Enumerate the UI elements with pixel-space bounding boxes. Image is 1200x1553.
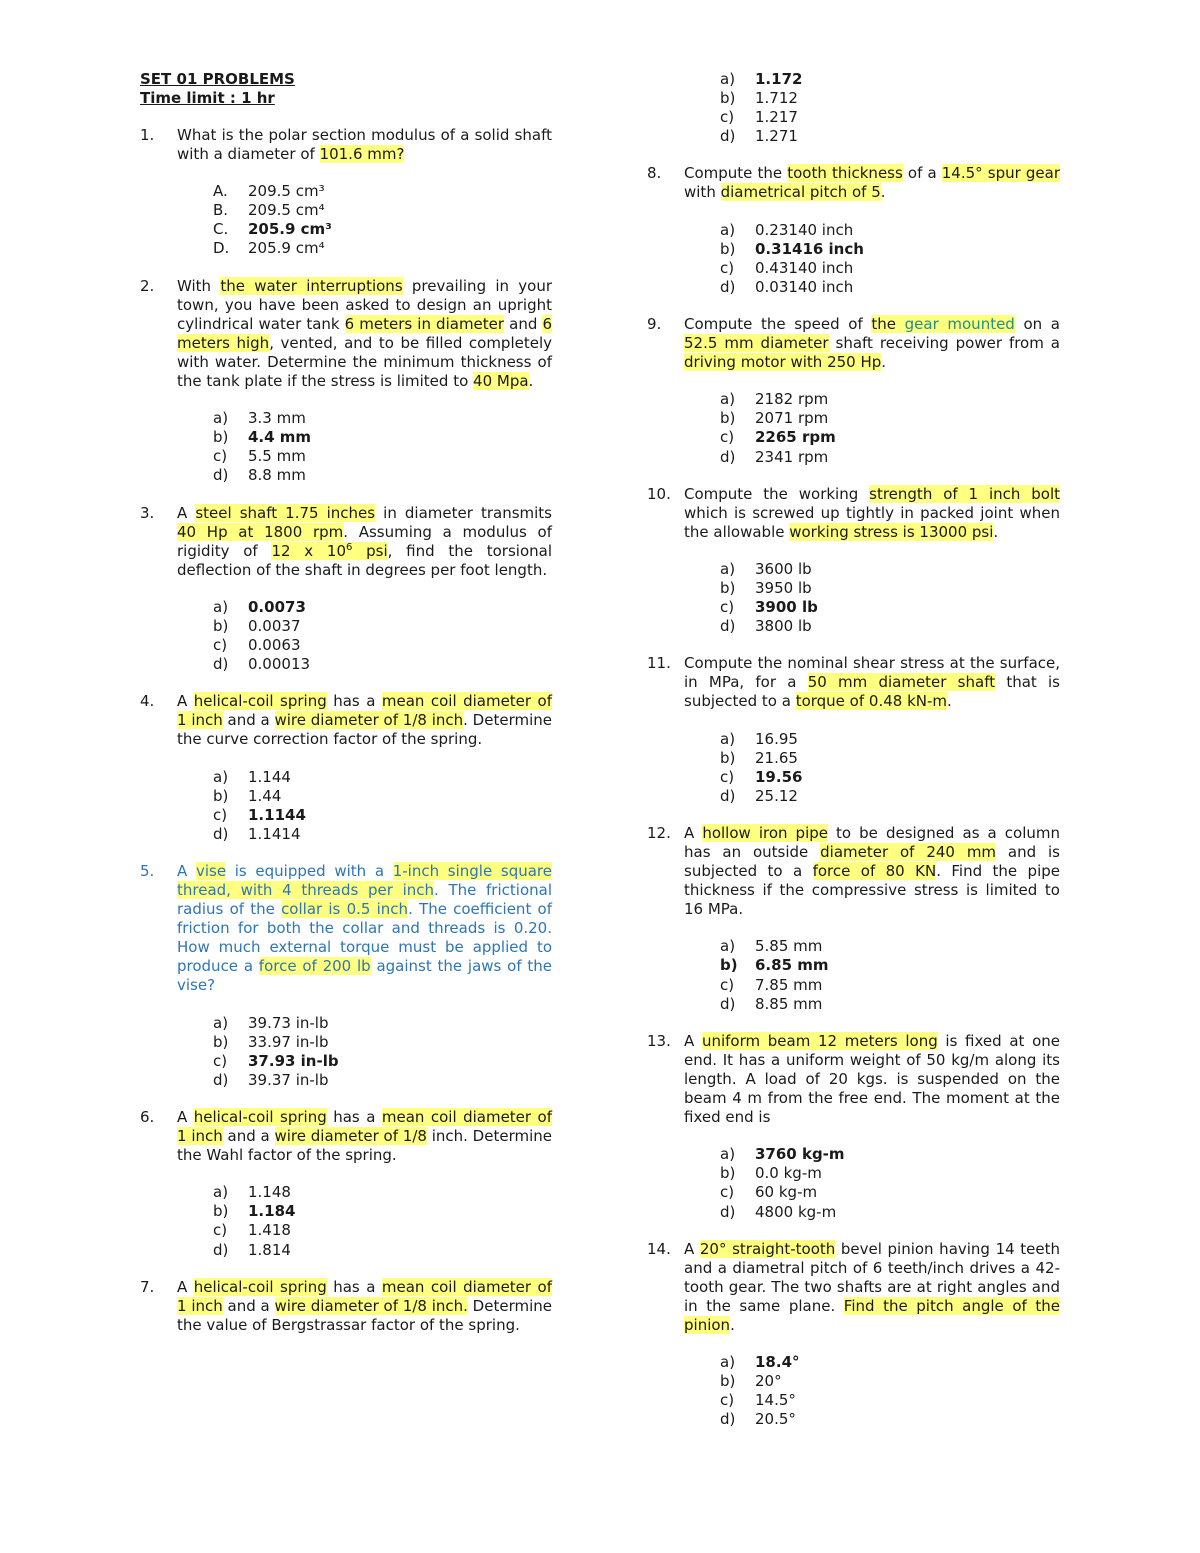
- option: d) 1.271: [720, 127, 798, 146]
- option: a) 3600 lb: [720, 559, 812, 578]
- question-number: 5.: [140, 861, 155, 880]
- option: d) 0.03140 inch: [720, 277, 854, 296]
- option: a) 1.144: [213, 767, 291, 786]
- question-number: 3.: [140, 503, 155, 522]
- question-number: 7.: [140, 1277, 155, 1296]
- set-title: SET 01 PROBLEMS: [140, 70, 295, 88]
- option-answer: a) 0.0073: [213, 597, 306, 616]
- question-2: [140, 277, 552, 392]
- option: b) 1.712: [720, 89, 798, 108]
- option-answer: a) 3760 kg-m: [720, 1145, 845, 1164]
- question-12: [647, 824, 1060, 919]
- question-number: 11.: [647, 654, 671, 673]
- left-column: [140, 70, 552, 1335]
- question-text: A helical-coil spring has a mean coil diameter of 1 inch and a wire diameter of 1/8 inch. Determine the value of Bergstrassar factor of the spring.: [177, 1277, 553, 1334]
- option: c) 1.217: [720, 108, 798, 127]
- option: c) 60 kg-m: [720, 1183, 818, 1202]
- option-answer: c) 2265 rpm: [720, 428, 836, 447]
- option: c) 1.418: [213, 1221, 291, 1240]
- option-answer: b) 6.85 mm: [720, 956, 829, 975]
- option: a) 3.3 mm: [213, 409, 306, 428]
- question-3: [140, 504, 552, 580]
- option: c) 14.5°: [720, 1391, 796, 1410]
- options-9: [720, 390, 1060, 466]
- option: b) 20°: [720, 1372, 782, 1391]
- time-limit: Time limit : 1 hr: [140, 89, 275, 107]
- option-answer: C. 205.9 cm³: [213, 220, 332, 239]
- option-answer: b) 0.31416 inch: [720, 239, 864, 258]
- option: A. 209.5 cm³: [213, 182, 325, 201]
- options-1: [213, 182, 552, 258]
- option: a) 2182 rpm: [720, 390, 829, 409]
- option: d) 4800 kg-m: [720, 1202, 837, 1221]
- options-5: [213, 1014, 552, 1090]
- option: c) 7.85 mm: [720, 975, 823, 994]
- options-7: [720, 70, 1060, 146]
- question-5: [140, 862, 552, 996]
- option: b) 2071 rpm: [720, 409, 829, 428]
- option-answer: c) 19.56: [720, 767, 803, 786]
- option-answer: c) 1.1144: [213, 805, 306, 824]
- right-column: [647, 70, 1060, 1447]
- option: c) 0.43140 inch: [720, 258, 854, 277]
- options-6: [213, 1183, 552, 1259]
- option: a) 1.148: [213, 1183, 291, 1202]
- options-12: [720, 937, 1060, 1013]
- question-number: 1.: [140, 126, 155, 144]
- question-text: A uniform beam 12 meters long is fixed at one end. It has a uniform weight of 50 kg/m along its length. A load of 20 kgs. is suspended on the beam 4 m from the free end. The moment at the fixed end is: [684, 1031, 1060, 1127]
- question-number: 14.: [647, 1239, 671, 1258]
- option: b) 1.44: [213, 786, 282, 805]
- option: a) 0.23140 inch: [720, 220, 854, 239]
- question-4: [140, 692, 552, 749]
- options-14: [720, 1353, 1060, 1429]
- option-answer: a) 1.172: [720, 70, 803, 88]
- question-7: [140, 1278, 552, 1335]
- option: d) 1.1414: [213, 824, 301, 843]
- question-13: [647, 1032, 1060, 1127]
- options-8: [720, 221, 1060, 297]
- option-answer: b) 4.4 mm: [213, 428, 312, 447]
- option: c) 5.5 mm: [213, 447, 306, 466]
- option: c) 0.0063: [213, 636, 301, 655]
- question-8: [647, 164, 1060, 202]
- question-number: 6.: [140, 1107, 155, 1126]
- options-2: [213, 409, 552, 485]
- question-text: Compute the working strength of 1 inch bolt which is screwed up tightly in packed joint when the allowable working stress is 13000 psi.: [684, 484, 1060, 541]
- option: b) 33.97 in-lb: [213, 1032, 329, 1051]
- option: a) 39.73 in-lb: [213, 1013, 329, 1032]
- question-text: With the water interruptions prevailing in your town, you have been asked to design an upright cylindrical water tank 6 meters in diameter and 6 meters high, vented, and to be filled completely with water. Determine the minimum thickness of the tank plate if the stress is limited to 40 Mpa.: [177, 276, 553, 391]
- option: b) 0.0 kg-m: [720, 1164, 822, 1183]
- question-text: Compute the nominal shear stress at the surface, in MPa, for a 50 mm diameter shaft that is subjected to a torque of 0.48 kN-m.: [684, 654, 1060, 711]
- question-text: A vise is equipped with a 1-inch single square thread, with 4 threads per inch. The frictional radius of the collar is 0.5 inch. The coefficient of friction for both the collar and threads is 0.20. How much external torque must be applied to produce a force of 200 lb against the jaws of the vise?: [177, 861, 552, 995]
- option: d) 1.814: [213, 1240, 291, 1259]
- question-text: Compute the speed of the gear mounted on a 52.5 mm diameter shaft receiving power from a driving motor with 250 Hp.: [684, 314, 1061, 372]
- option: b) 0.0037: [213, 616, 301, 635]
- options-4: [213, 768, 552, 844]
- option: d) 8.85 mm: [720, 994, 823, 1013]
- option: B. 209.5 cm⁴: [213, 201, 325, 220]
- question-text: A 20° straight-tooth bevel pinion having 14 teeth and a diametral pitch of 6 teeth/inch drives a 42-tooth gear. The two shafts are at right angles and in the same plane. Find the pitch angle of the pinion.: [684, 1239, 1061, 1334]
- question-9: [647, 315, 1060, 372]
- question-number: 13.: [647, 1031, 671, 1050]
- question-text: A steel shaft 1.75 inches in diameter transmits 40 Hp at 1800 rpm. Assuming a modulus of rigidity of 12 x $10^6$ psi, find the torsional deflection of the shaft in degrees per foot length.: [177, 503, 553, 579]
- q7-tail: Determine the value of Bergstrassar factor of the spring.: [177, 1296, 552, 1334]
- question-text: A hollow iron pipe to be designed as a column has an outside diameter of 240 mm and is subjected to a force of 80 KN. Find the pipe thickness if the compressive stress is limited to 16 MPa.: [684, 823, 1061, 919]
- option: b) 21.65: [720, 748, 798, 767]
- question-6: [140, 1108, 552, 1165]
- question-number: 8.: [647, 164, 662, 183]
- option: d) 0.00013: [213, 655, 311, 674]
- question-number: 4.: [140, 692, 155, 711]
- option: d) 25.12: [720, 786, 798, 805]
- question-number: 2.: [140, 276, 155, 295]
- options-13: [720, 1145, 1060, 1221]
- question-text: A helical-coil spring has a mean coil diameter of 1 inch and a wire diameter of 1/8 inch. Determine the curve correction factor of the spring.: [177, 692, 553, 749]
- question-number: 10.: [647, 484, 671, 503]
- question-number: 12.: [647, 823, 671, 842]
- option-answer: c) 37.93 in-lb: [213, 1051, 339, 1070]
- option: d) 39.37 in-lb: [213, 1070, 329, 1089]
- question-1: [140, 126, 552, 164]
- question-14: [647, 1240, 1060, 1335]
- options-10: [720, 560, 1060, 636]
- question-11: [647, 654, 1060, 711]
- option: a) 5.85 mm: [720, 937, 823, 956]
- option: d) 8.8 mm: [213, 466, 306, 485]
- question-text: What is the polar section modulus of a solid shaft with a diameter of 101.6 mm?: [177, 126, 552, 164]
- option: b) 3950 lb: [720, 578, 812, 597]
- option: d) 3800 lb: [720, 617, 812, 636]
- options-3: [213, 598, 552, 674]
- option-answer: a) 18.4°: [720, 1353, 800, 1372]
- question-10: [647, 485, 1060, 542]
- question-text: Compute the tooth thickness of a 14.5° spur gear with diametrical pitch of 5.: [684, 164, 1060, 202]
- option-answer: c) 3900 lb: [720, 598, 818, 617]
- option-answer: b) 1.184: [213, 1202, 296, 1221]
- question-number: 9.: [647, 314, 662, 333]
- option: D. 205.9 cm⁴: [213, 239, 325, 258]
- option: d) 20.5°: [720, 1410, 796, 1429]
- option: a) 16.95: [720, 729, 798, 748]
- option: d) 2341 rpm: [720, 447, 829, 466]
- options-11: [720, 730, 1060, 806]
- question-text: A helical-coil spring has a mean coil diameter of 1 inch and a wire diameter of 1/8 inch. Determine the Wahl factor of the spring.: [177, 1107, 553, 1165]
